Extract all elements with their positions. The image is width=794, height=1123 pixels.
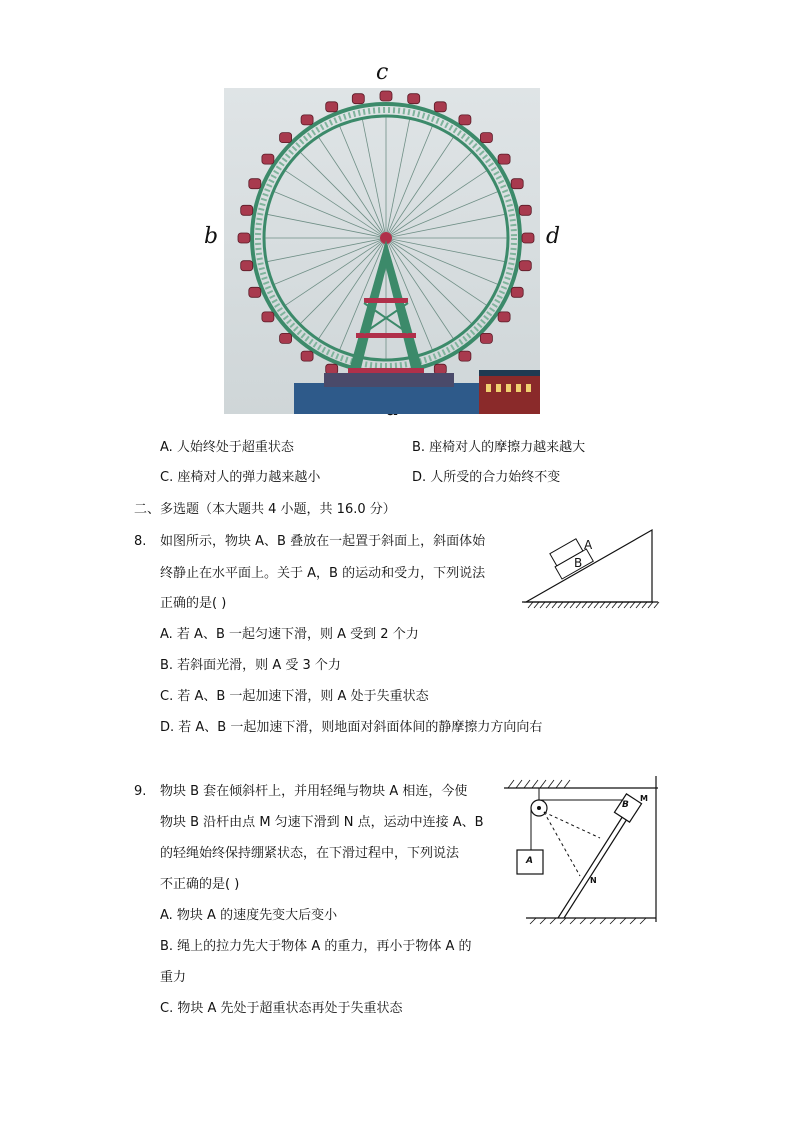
gondola <box>511 287 523 297</box>
gondola <box>352 94 364 104</box>
pulley-block-b-label: B <box>622 800 629 810</box>
q9-option-b-line2: 重力 <box>160 970 187 985</box>
q9-option-b-line1: B. 绳上的拉力先大于物体 A 的重力，再小于物体 A 的 <box>160 939 472 954</box>
gondola <box>459 351 471 361</box>
gondola <box>434 364 446 374</box>
q9-option-c: C. 物块 A 先处于超重状态再处于失重状态 <box>160 1001 403 1016</box>
gondola <box>262 154 274 164</box>
ferris-label-d: d <box>546 224 561 249</box>
gondola <box>262 312 274 322</box>
gondola <box>326 102 338 112</box>
incline-block-a-label: A <box>584 538 593 552</box>
gondola <box>480 133 492 143</box>
q7-option-a: A. 人始终处于超重状态 <box>160 440 294 455</box>
q8-option-d: D. 若 A、B 一起加速下滑，则地面对斜面体间的静摩擦力方向向右 <box>160 720 543 735</box>
gondola <box>280 133 292 143</box>
gondola <box>238 233 250 243</box>
ferris-label-c: c <box>376 60 389 85</box>
gondola <box>459 115 471 125</box>
q9-option-a: A. 物块 A 的速度先变大后变小 <box>160 908 338 923</box>
q9-stem-line1: 物块 B 套在倾斜杆上，并用轻绳与物块 A 相连，今使 <box>160 784 468 799</box>
q7-option-d: D. 人所受的合力始终不变 <box>412 470 561 485</box>
gondola <box>326 364 338 374</box>
q9-stem-line3: 的轻绳始终保持绷紧状态，在下滑过程中，下列说法 <box>160 846 460 861</box>
gondola <box>519 205 531 215</box>
gondola <box>498 312 510 322</box>
gondola <box>380 91 392 101</box>
q8-option-a: A. 若 A、B 一起匀速下滑，则 A 受到 2 个力 <box>160 627 419 642</box>
incline-block-b-label: B <box>574 556 583 570</box>
gondola <box>511 179 523 189</box>
q8-stem-line3: 正确的是( ) <box>160 596 227 611</box>
ferris-wheel-figure <box>200 62 580 424</box>
q9-number: 9. <box>134 784 147 799</box>
gondola <box>241 205 253 215</box>
incline-figure <box>518 526 664 610</box>
gondola <box>249 287 261 297</box>
q9-stem-line2: 物块 B 沿杆由点 M 匀速下滑到 N 点，运动中连接 A、B <box>160 815 484 830</box>
section-heading: 二、多选题（本大题共 4 小题，共 16.0 分） <box>134 502 396 517</box>
q8-option-b: B. 若斜面光滑，则 A 受 3 个力 <box>160 658 341 673</box>
gondola <box>249 179 261 189</box>
q9-stem-line4: 不正确的是( ) <box>160 877 240 892</box>
pulley-block-a-label: A <box>526 856 533 866</box>
gondola <box>301 351 313 361</box>
gondola <box>280 333 292 343</box>
gondola <box>408 94 420 104</box>
ferris-label-b: b <box>204 224 219 249</box>
q8-number: 8. <box>134 534 147 549</box>
gondola <box>301 115 313 125</box>
gondola <box>434 102 446 112</box>
q7-option-b: B. 座椅对人的摩擦力越来越大 <box>412 440 586 455</box>
gondola <box>480 333 492 343</box>
gondola <box>522 233 534 243</box>
pulley-point-m-label: M <box>640 794 648 803</box>
q8-stem-line2: 终静止在水平面上。关于 A，B 的运动和受力，下列说法 <box>160 566 486 581</box>
q8-option-c: C. 若 A、B 一起加速下滑，则 A 处于失重状态 <box>160 689 429 704</box>
q7-option-c: C. 座椅对人的弹力越来越小 <box>160 470 321 485</box>
ferris-wheel-photo <box>224 88 540 414</box>
pulley-point-n-label: N <box>590 876 597 885</box>
gondola <box>498 154 510 164</box>
q8-stem-line1: 如图所示，物块 A、B 叠放在一起置于斜面上，斜面体始 <box>160 534 486 549</box>
gondola <box>519 261 531 271</box>
pulley-figure <box>500 772 660 930</box>
gondola <box>241 261 253 271</box>
